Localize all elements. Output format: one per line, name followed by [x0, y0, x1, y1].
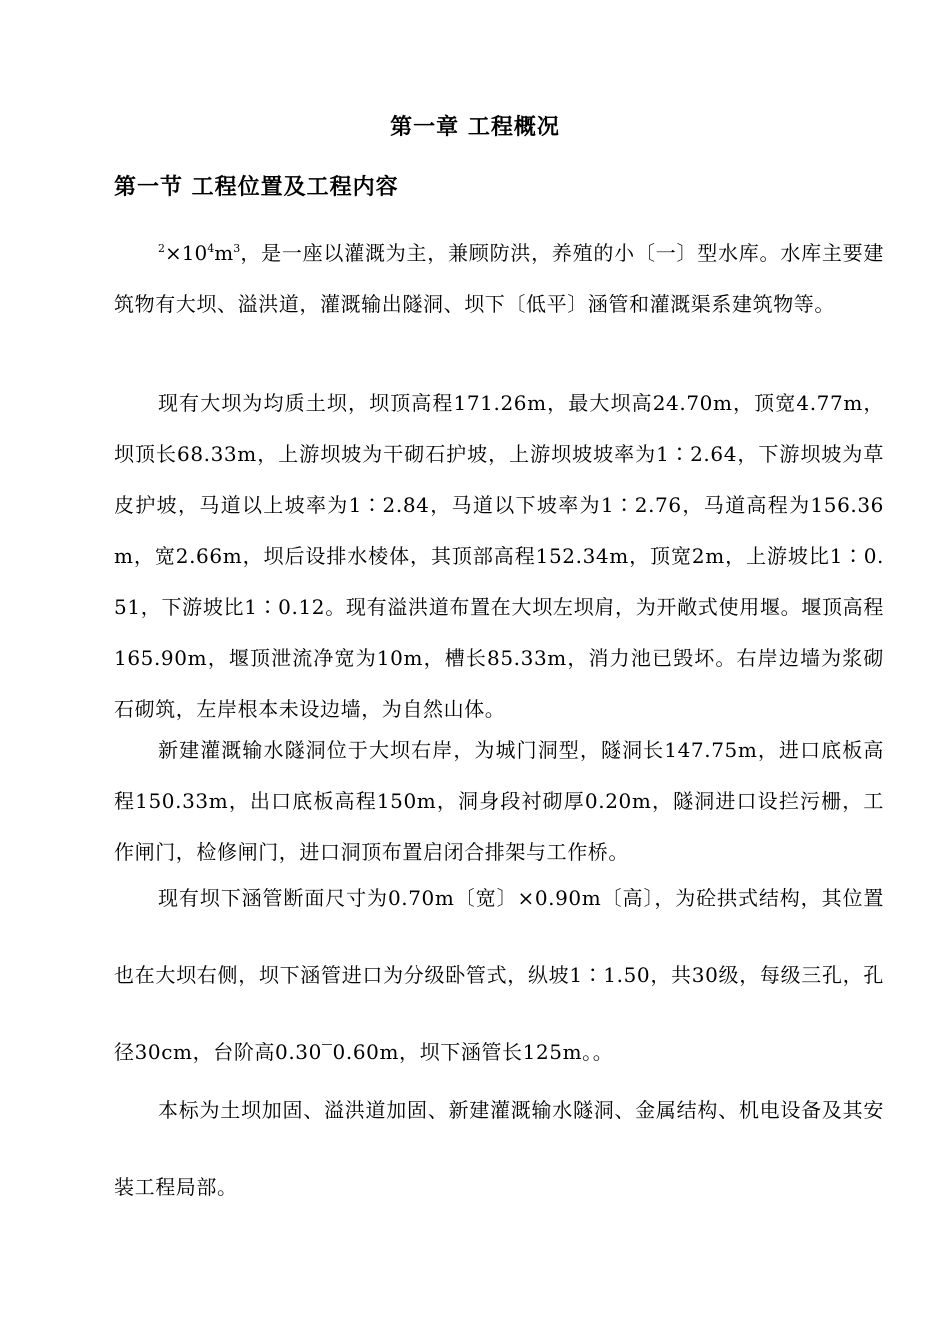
paragraph-formula: $^2\times 10^4m^3$: [158, 241, 241, 265]
paragraph-bid-scope: 本标为土坝加固、溢洪道加固、新建灌溉输水隧洞、金属结构、机电设备及其安装工程局部。: [114, 1098, 884, 1199]
section-title: 第一节 工程位置及工程内容: [114, 174, 399, 200]
paragraph-existing-dam: 现有大坝为均质土坝，坝顶高程171.26m，最大坝高24.70m，顶宽4.77m，坝顶长68.33m，上游坝坡为干砌石护坡，上游坝坡坡率为1∶2.64，下游坝坡为草皮护坡，马道以上坡率为1∶2.84，马道以下坡率为1∶2.76，马道高程为156.36m，宽2.66m，坝后设排水棱体，其顶部高程152.34m，顶宽2m，上游坡比1∶0.51，下游坡比1∶0.12。现有溢洪道布置在大坝左坝肩，为开敞式使用堰。堰顶高程165.90m，堰顶泄流净宽为10m，槽长85.33m，消力池已毁坏。右岸边墙为浆砌石砌筑，左岸根本未设边墙，为自然山体。: [114, 391, 884, 721]
paragraph-new-tunnel: 新建灌溉输水隧洞位于大坝右岸，为城门洞型，隧洞长147.75m，进口底板高程150.33m，出口底板高程150m，洞身段衬砌厚0.20m，隧洞进口设拦污栅，工作闸门，检修闸门，进口洞顶布置启闭合排架与工作桥。: [114, 738, 884, 864]
paragraph-text: ，是一座以灌溉为主，兼顾防洪，养殖的小〔一〕型水库。水库主要建筑物有大坝、溢洪道，灌溉输出隧洞、坝下〔低平〕涵管和灌溉渠系建筑物等。: [114, 241, 884, 316]
chapter-title: 第一章 工程概况: [390, 114, 560, 140]
paragraph-project-location: [114, 228, 884, 330]
paragraph-culvert: 现有坝下涵管断面尺寸为0.70m〔宽〕×0.90m〔高〕，为砼拱式结构，其位置也在大坝右侧，坝下涵管进口为分级卧管式，纵坡1∶1.50，共30级，每级三孔，孔径30cm，台阶高0.30‾0.60m，坝下涵管长125m。。: [114, 886, 884, 1064]
